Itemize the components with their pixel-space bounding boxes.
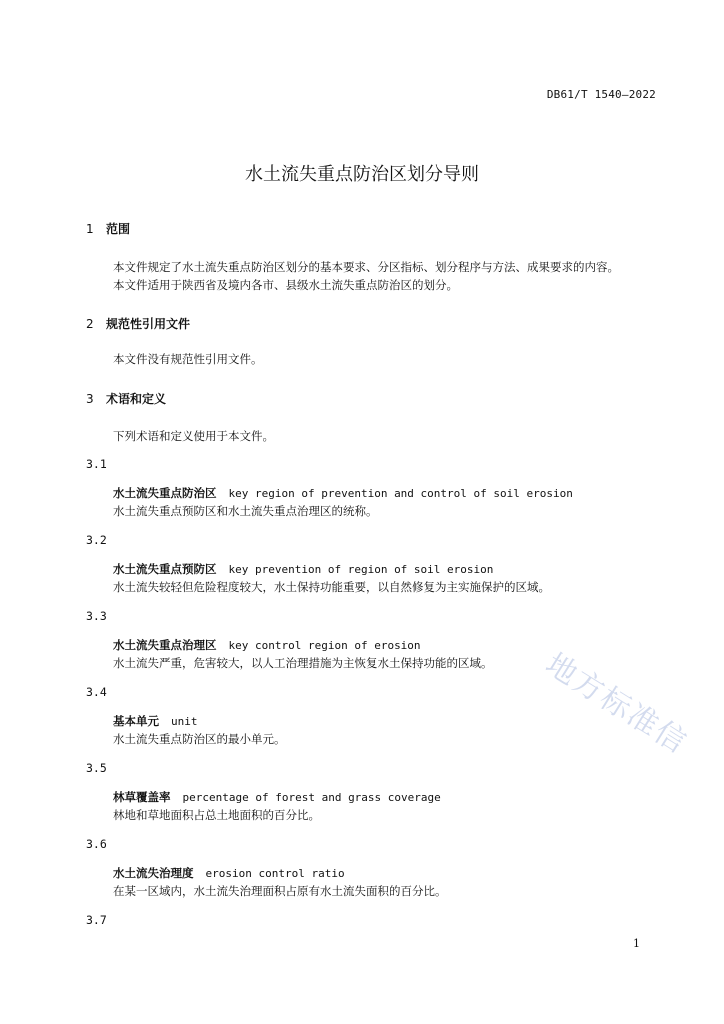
page-number: 1 xyxy=(633,937,640,950)
term-definition: 水土流失重点预防区和水土流失重点治理区的统称。 xyxy=(113,504,378,518)
paragraph: 本文件没有规范性引用文件。 xyxy=(113,352,263,366)
term-number: 3.7 xyxy=(86,913,107,927)
term-number: 3.6 xyxy=(86,837,107,851)
section-title: 范围 xyxy=(106,222,131,236)
term-number: 3.1 xyxy=(86,457,107,471)
term-number: 3.4 xyxy=(86,685,107,699)
term-heading xyxy=(113,713,198,729)
section-title: 术语和定义 xyxy=(106,392,167,406)
term-number: 3.5 xyxy=(86,761,107,775)
term-definition: 水土流失重点防治区的最小单元。 xyxy=(113,732,286,746)
paragraph: 本文件规定了水土流失重点防治区划分的基本要求、分区指标、划分程序与方法、成果要求的内容。 xyxy=(113,260,619,274)
term-en: key control region of erosion xyxy=(228,639,421,652)
term-heading xyxy=(113,789,441,805)
term-definition: 水土流失严重，危害较大，以人工治理措施为主恢复水土保持功能的区域。 xyxy=(113,656,493,670)
term-heading xyxy=(113,485,573,501)
section-number: 3 xyxy=(86,392,94,406)
section-title: 规范性引用文件 xyxy=(106,317,191,331)
term-heading xyxy=(113,561,493,577)
term-definition: 在某一区域内，水土流失治理面积占原有水土流失面积的百分比。 xyxy=(113,884,447,898)
term-en: key region of prevention and control of soil erosion xyxy=(228,487,573,500)
term-definition: 林地和草地面积占总土地面积的百分比。 xyxy=(113,808,320,822)
term-en: erosion control ratio xyxy=(205,867,345,880)
term-en: key prevention of region of soil erosion xyxy=(228,563,494,576)
section-heading-2 xyxy=(86,315,190,332)
term-en: unit xyxy=(171,715,198,728)
section-heading-3 xyxy=(86,390,166,407)
term-zh: 水土流失治理度 xyxy=(113,866,194,880)
term-heading xyxy=(113,637,421,653)
document-title: 水土流失重点防治区划分导则 xyxy=(245,164,479,185)
term-zh: 水土流失重点治理区 xyxy=(113,638,217,652)
document-code: DB61/T 1540—2022 xyxy=(546,88,656,101)
term-number: 3.2 xyxy=(86,533,107,547)
term-zh: 基本单元 xyxy=(113,714,159,728)
section-number: 2 xyxy=(86,317,94,331)
term-en: percentage of forest and grass coverage xyxy=(182,791,441,804)
term-heading xyxy=(113,865,345,881)
term-zh: 林草覆盖率 xyxy=(113,790,171,804)
section-number: 1 xyxy=(86,222,94,236)
term-definition: 水土流失较轻但危险程度较大，水土保持功能重要，以自然修复为主实施保护的区域。 xyxy=(113,580,550,594)
term-zh: 水土流失重点预防区 xyxy=(113,562,217,576)
watermark: 地方标准信 xyxy=(539,646,694,762)
paragraph: 本文件适用于陕西省及境内各市、县级水土流失重点防治区的划分。 xyxy=(113,278,458,292)
section-heading-1 xyxy=(86,220,130,237)
paragraph: 下列术语和定义使用于本文件。 xyxy=(113,429,274,443)
term-zh: 水土流失重点防治区 xyxy=(113,486,217,500)
term-number: 3.3 xyxy=(86,609,107,623)
